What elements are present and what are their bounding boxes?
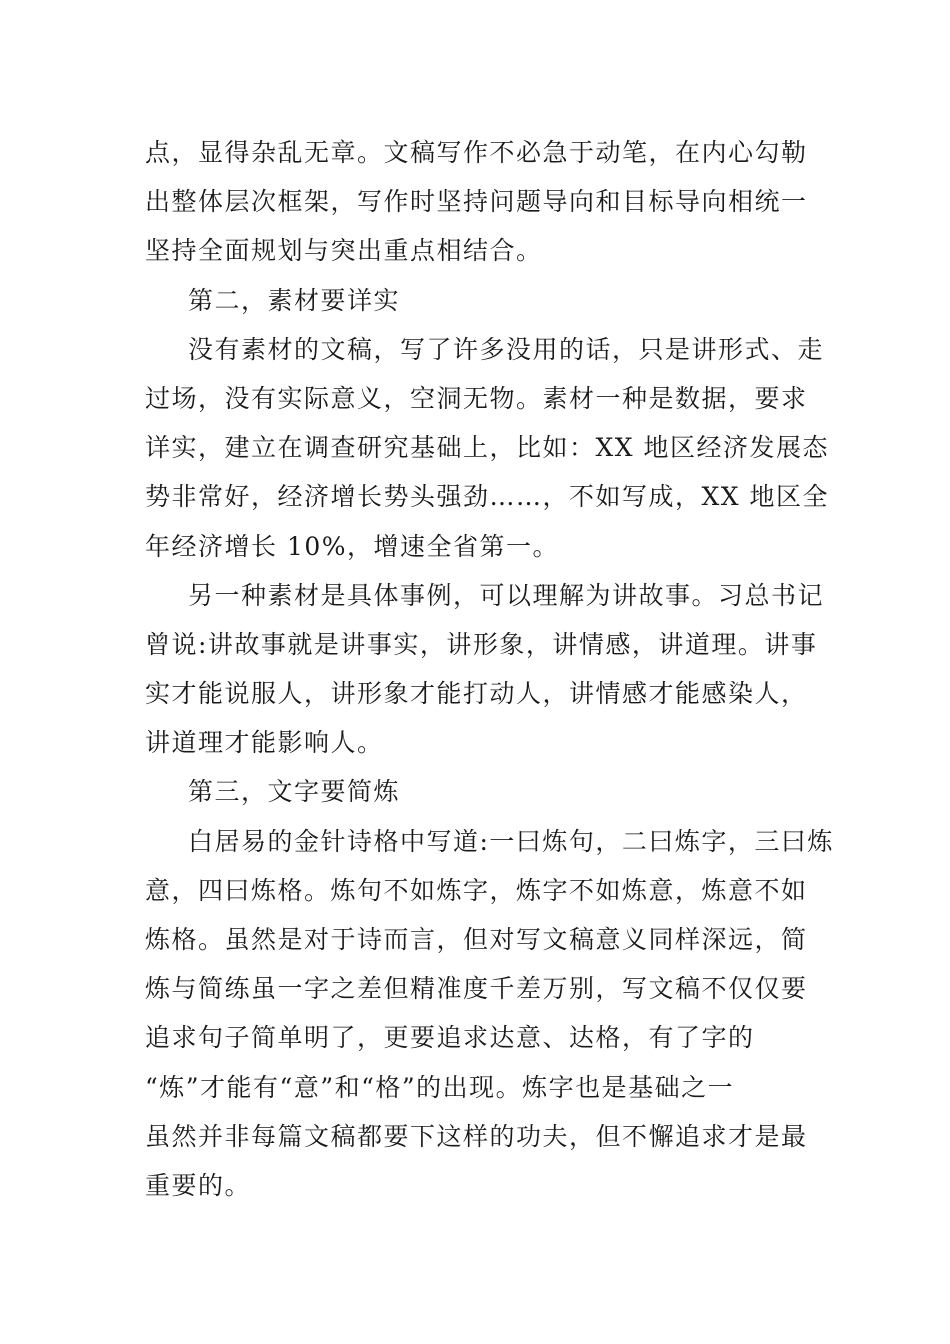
text-line: 炼与简练虽一字之差但精准度千差万别，写文稿不仅仅要	[145, 974, 808, 1004]
text-line: 重要的。	[145, 1170, 252, 1200]
text-line: 另一种素材是具体事例，可以理解为讲故事。习总书记	[188, 580, 825, 610]
text-line: 详实，建立在调查研究基础上，比如：XX 地区经济发展态	[145, 433, 830, 463]
section-heading-2: 第二，素材要详实	[188, 285, 401, 315]
text-line: 实才能说服人，讲形象才能打动人，讲情感才能感染人，	[145, 679, 808, 709]
text-line: 点，显得杂乱无章。文稿写作不必急于动笔，在内心勾勒	[145, 138, 808, 167]
text-line: 意，四曰炼格。炼句不如炼字，炼字不如炼意，炼意不如	[145, 875, 808, 905]
text-line: 势非常好，经济增长势头强劲……，不如写成，XX 地区全	[145, 482, 830, 512]
text-line: 年经济增长 10%，增速全省第一。	[145, 531, 560, 561]
text-line: 虽然并非每篇文稿都要下这样的功夫，但不懈追求才是最	[145, 1121, 808, 1151]
text-line: “炼”才能有“意”和“格”的出现。炼字也是基础之一	[145, 1072, 735, 1102]
document-body	[145, 128, 834, 1210]
text-line: 坚持全面规划与突出重点相结合。	[145, 236, 543, 266]
text-line: 曾说:讲故事就是讲事实，讲形象，讲情感，讲道理。讲事	[145, 629, 818, 659]
text-line: 追求句子简单明了，更要追求达意、达格，有了字的	[145, 1023, 755, 1053]
text-line: 没有素材的文稿，写了许多没用的话，只是讲形式、走	[188, 334, 825, 364]
text-line: 炼格。虽然是对于诗而言，但对写文稿意义同样深远，简	[145, 925, 808, 954]
text-line: 白居易的金针诗格中写道:一曰炼句，二曰炼字，三曰炼	[188, 826, 834, 856]
text-line: 讲道理才能影响人。	[145, 728, 384, 758]
section-heading-3: 第三，文字要简炼	[188, 777, 401, 807]
text-line: 出整体层次框架，写作时坚持问题导向和目标导向相统一	[145, 187, 808, 217]
text-line: 过场，没有实际意义，空洞无物。素材一种是数据，要求	[145, 383, 808, 413]
